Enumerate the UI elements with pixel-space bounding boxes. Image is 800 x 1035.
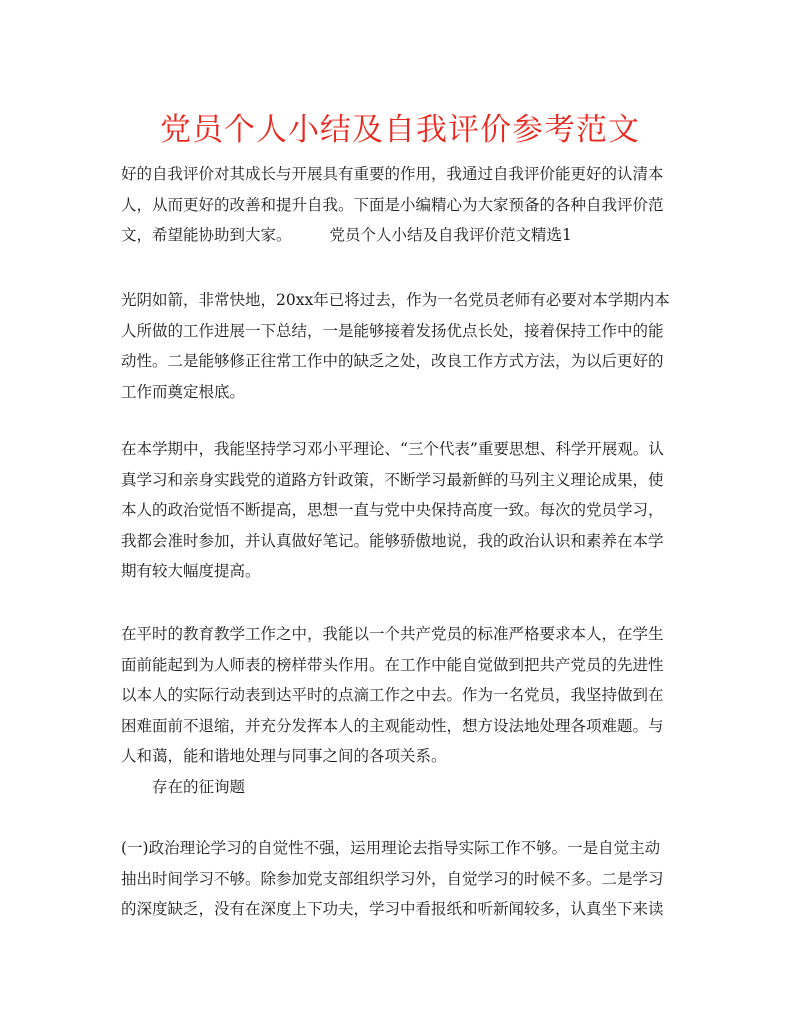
- text-line: 本人的政治觉悟不断提高，思想一直与党中央保持高度一致。每次的党员学习，: [121, 501, 664, 519]
- paragraph-3: [121, 619, 681, 802]
- text-line: 期有较大幅度提高。: [121, 562, 261, 580]
- text-line: 我都会准时参加，并认真做好笔记。能够骄傲地说，我的政治认识和素养在本学: [121, 531, 664, 550]
- text-line: 人，从而更好的改善和提升自我。下面是小编精心为大家预备的各种自我评价范: [121, 195, 664, 214]
- text-line: 人和蔼，能和谐地处理与同事之间的各项关系。: [121, 747, 447, 765]
- text-line: 人所做的工作进展一下总结，一是能够接着发扬优点长处，接着保持工作中的能: [121, 321, 664, 340]
- text-line: 以本人的实际行动表到达平时的点滴工作之中去。作为一名党员，我坚持做到在: [121, 686, 664, 704]
- text-line: [121, 220, 681, 251]
- text-line: 在平时的教育教学工作之中，我能以一个共产党员的标准严格要求本人，在学生: [121, 625, 664, 643]
- text-line: 抽出时间学习不够。除参加党支部组织学习外，自觉学习的时候不多。二是学习: [121, 869, 664, 888]
- paragraph-2: [121, 434, 681, 587]
- document-title: 党员个人小结及自我评价参考范文: [160, 112, 640, 148]
- paragraph-1: [121, 285, 681, 407]
- text-line: 困难面前不退缩，并充分发挥本人的主观能动性，想方设法地处理各项难题。与: [121, 716, 664, 735]
- text-line: 的深度缺乏，没有在深度上下功夫，学习中看报纸和听新闻较多，认真坐下来读: [121, 900, 664, 918]
- text-line: 真学习和亲身实践党的道路方针政策，不断学习最新鲜的马列主义理论成果，使: [121, 470, 664, 489]
- text-line-part: 文，希望能协助到大家。: [121, 226, 292, 244]
- paragraph-4: [121, 833, 681, 925]
- text-line: 好的自我评价对其成长与开展具有重要的作用，我通过自我评价能更好的认清本: [121, 165, 664, 183]
- intro-subheading: 党员个人小结及自我评价范文精选1: [329, 226, 572, 244]
- text-line: 在本学期中，我能坚持学习邓小平理论、“三个代表”重要思想、科学开展观。认: [121, 440, 664, 458]
- intro-paragraph: [121, 159, 681, 251]
- text-line: 动性。二是能够修正往常工作中的缺乏之处，改良工作方式方法，为以后更好的: [121, 352, 664, 370]
- text-line: 工作而奠定根底。: [121, 382, 246, 401]
- section-heading: 存在的征询题: [152, 777, 246, 796]
- text-line: 光阴如箭，非常快地，20xx年已将过去，作为一名党员老师有必要对本学期内本: [121, 291, 670, 309]
- text-line: (一)政治理论学习的自觉性不强，运用理论去指导实际工作不够。一是自觉主动: [121, 839, 661, 857]
- text-line: 面前能起到为人师表的榜样带头作用。在工作中能自觉做到把共产党员的先进性: [121, 655, 664, 674]
